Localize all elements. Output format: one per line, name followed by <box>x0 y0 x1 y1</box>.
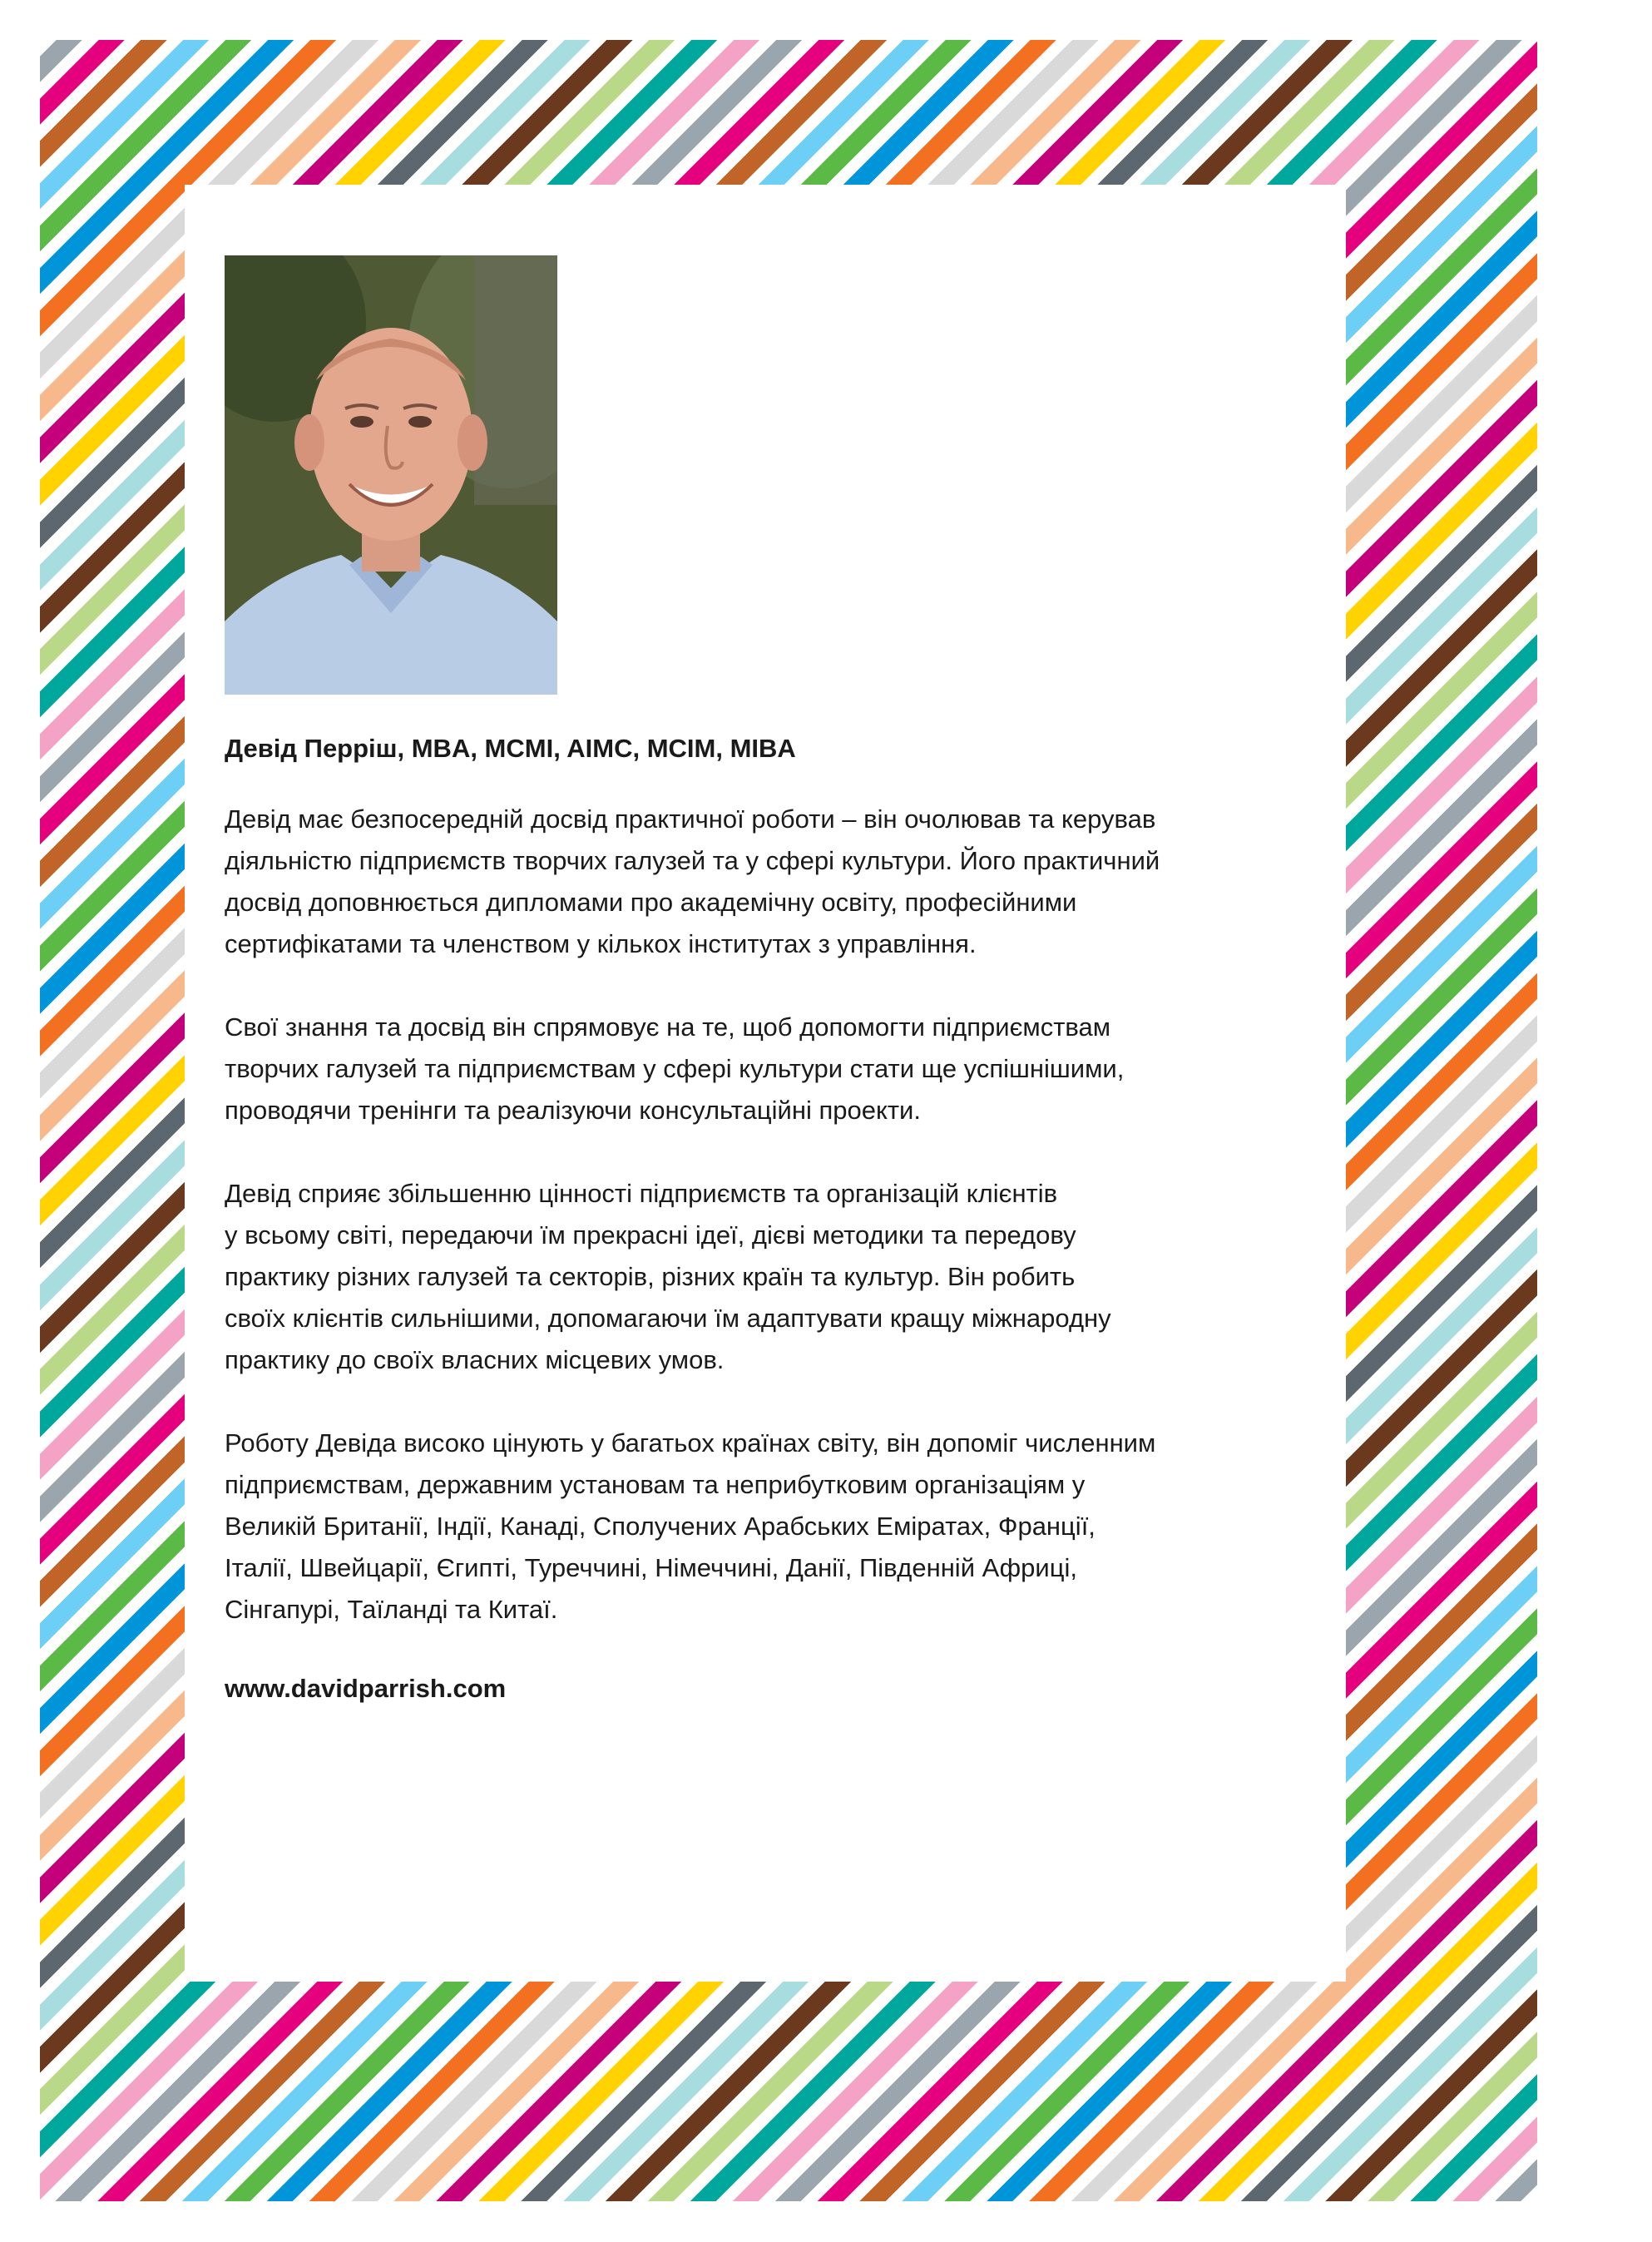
website-link[interactable]: www.davidparrish.com <box>225 1674 507 1704</box>
bio-paragraph-mission <box>225 1007 1323 1131</box>
bio-line: Девід має безпосередній досвід практичної роботи – він очолював та керував <box>225 804 1156 834</box>
bio-line: творчих галузей та підприємствам у сфері культури стати ще успішнішими, <box>225 1054 1125 1084</box>
bio-line: Роботу Девіда високо цінують у багатьох країнах світу, він допоміг численним <box>225 1428 1156 1458</box>
bio-line: підприємствам, державним установам та неприбутковим організаціям у <box>225 1470 1086 1500</box>
bio-line: діяльністю підприємств творчих галузей та у сфері культури. Його практичний <box>225 846 1160 876</box>
author-name-heading: Девід Перріш, MBA, MCMI, AIMC, MCIM, MIBA <box>225 734 796 763</box>
bio-paragraph-value <box>225 1173 1323 1381</box>
bio-line: проводячи тренінги та реалізуючи консультаційні проекти. <box>225 1096 921 1126</box>
bio-line: Свої знання та досвід він спрямовує на те, щоб допомогти підприємствам <box>225 1012 1111 1042</box>
bio-line: Великій Британії, Індії, Канаді, Сполучених Арабських Еміратах, Франції, <box>225 1512 1096 1542</box>
bio-line: у всьому світі, передаючи їм прекрасні ідеї, дієві методики та передову <box>225 1220 1076 1250</box>
bio-paragraph-experience <box>225 799 1323 965</box>
bio-line: своїх клієнтів сильнішими, допомагаючи їм адаптувати кращу міжнародну <box>225 1304 1111 1334</box>
bio-line: практику різних галузей та секторів, різних країн та культур. Він робить <box>225 1262 1076 1292</box>
bio-line: Італії, Швейцарії, Єгипті, Туреччині, Німеччині, Данії, Південній Африці, <box>225 1553 1077 1583</box>
bio-line: практику до своїх власних місцевих умов. <box>225 1345 725 1375</box>
bio-line: Сінгапурі, Таїланді та Китаї. <box>225 1595 558 1625</box>
bio-paragraph-countries <box>225 1423 1323 1631</box>
author-bio <box>225 732 1323 1706</box>
author-portrait-photo <box>225 255 557 695</box>
bio-line: сертифікатами та членством у кількох інститутах з управління. <box>225 929 977 959</box>
bio-line: Девід сприяє збільшенню цінності підприємств та організацій клієнтів <box>225 1179 1058 1209</box>
bio-line: досвід доповнюється дипломами про академічну освіту, професійними <box>225 888 1077 918</box>
